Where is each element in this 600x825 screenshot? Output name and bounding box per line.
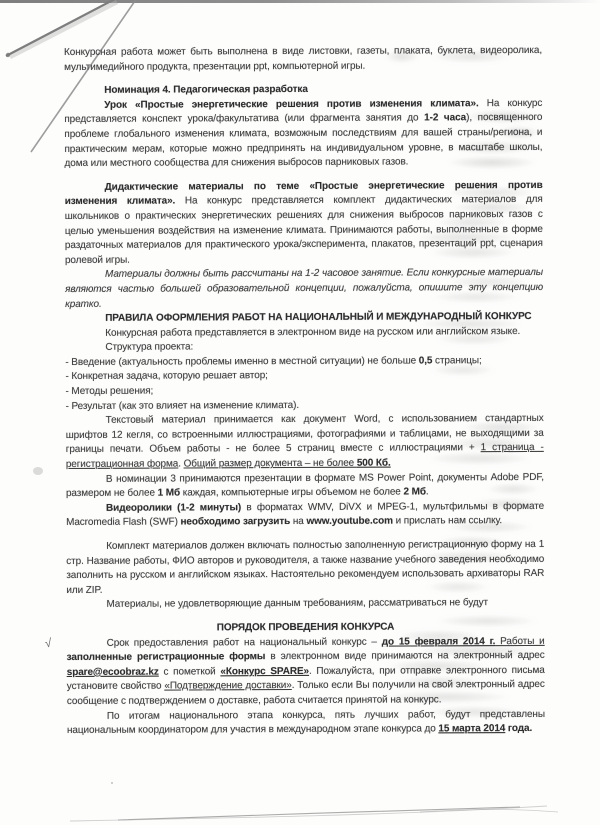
- paragraph-electronic-form: [65, 325, 543, 342]
- text-run: . Только если Вы получили на свой электронный адрес сообщение с подтверждением о доставке, работа считается принятой на конкурс.: [66, 679, 545, 707]
- text-run: На конкурс представляется конспект урока/факультатива (или фрагмента занятия до: [64, 97, 543, 126]
- text-run: Общий размер документа – не более: [183, 457, 357, 470]
- paragraph-text-material: [66, 412, 544, 472]
- text-run: В номинации 3 принимаются презентации в формате MS Power Point, документы Adobe PDF, размером не более: [65, 471, 544, 500]
- text-run: Структура проекта:: [105, 341, 194, 354]
- text-run: 500 Кб.: [356, 457, 391, 469]
- text-run: spare@ecoobraz.kz: [66, 666, 159, 678]
- margin-checkmark: √: [44, 635, 53, 651]
- paragraph-didactic: [65, 179, 543, 269]
- text-run: ПОРЯДОК ПРОВЕДЕНИЯ КОНКУРСА: [216, 621, 395, 634]
- text-run: 1 страница - регистрационная форма: [65, 442, 544, 471]
- text-run: - Методы решения;: [65, 385, 154, 398]
- text-run: - Результат (как это влияет на изменение климата).: [65, 399, 300, 412]
- text-run: - Введение (актуальность проблемы именно в местной ситуации) не больше: [65, 355, 419, 368]
- text-run: . Пожалуйста, при отправке электронного письма установите свойство: [66, 664, 545, 693]
- paragraph-deadline: [67, 634, 545, 709]
- text-run: года.: [505, 723, 533, 735]
- text-run: Конкурсная работа может быть выполнена в виде листовки, газеты, плаката, буклета, видеоролика, мультимедийного продукта, презентации ppt, компьютерной игры.: [64, 44, 543, 73]
- text-run: «Конкурс SPARE»: [220, 665, 310, 678]
- text-run: Комплект материалов должен включать полностью заполненную регистрационную форму на 1 стр. Название работы, ФИО авторов и руководителя, а также название учебного заведения необходимо заполнить на русском и английском языках. Настоятельно рекомендуем использовать архиваторы RAR или ZIP.: [66, 538, 545, 596]
- text-run: до 15 февраля 2014 г.: [381, 635, 496, 648]
- text-run: Видеоролики (1-2 минуты): [105, 502, 242, 514]
- paragraph-international-stage: [67, 707, 545, 738]
- text-run: - Конкретная задача, которую решает автор;: [65, 370, 268, 383]
- text-run: На конкурс представляется комплект дидактических материалов для школьников о практических энергетических решениях для снижения выбросов парниковых газов с целью уменьшения воздействия на изменение климата. Принимаются работы, выполненные в форме раздаточных материалов для практического урока/эксперимента, плакатов, презентаций ppt, сценария ролевой игры.: [64, 194, 543, 266]
- text-run: Материалы должны быть рассчитаны на 1-2 часовое занятие. Если конкурсные материалы являются частью большей образовательной концепции, пожалуйста, опишите эту концепцию кратко.: [65, 267, 544, 310]
- paragraph-video: [66, 500, 544, 531]
- text-run: 15 марта 2014: [438, 723, 506, 735]
- text-run: 1 Мб: [157, 487, 181, 499]
- text-run: заполненные регистрационные формы: [66, 651, 266, 664]
- text-run: Конкурсная работа представляется в электронном виде на русском или английском языке.: [105, 325, 521, 339]
- text-run: на: [290, 516, 307, 528]
- text-run: Дидактические материалы по теме «Простые энергетические решения против изменения климата».: [64, 179, 543, 208]
- scan-top-edge: [0, 0, 600, 3]
- bottom-page-edge-2: [70, 806, 547, 821]
- text-run: Номинация 4. Педагогическая разработка: [104, 84, 308, 97]
- text-run: Материалы, не удовлетворяющие данным требованиям, рассматриваться не будут: [106, 597, 489, 611]
- text-run: страницы;: [432, 355, 482, 367]
- list-item-introduction: [65, 354, 543, 371]
- text-run: .: [425, 486, 429, 498]
- text-run: По итогам национального этапа конкурса, пять лучших работ, будут представлены национальным координатором для участия в международном этапе конкурса до: [66, 708, 545, 737]
- text-run: с пометкой: [158, 666, 221, 678]
- text-run: в форматах WMV, DiVX и MPEG-1, мультфильмы в формате Macromedia Flash (SWF): [66, 500, 545, 529]
- text-run: Текстовый материал принимается как документ Word, с использованием стандартных шрифтов 12 кегля, со встроенными иллюстрациями, фотографиями и таблицами, не выходящими за границы печати. Объем работы - не более 5 страниц вместе с иллюстрациями +: [65, 413, 544, 456]
- text-run: «Подтверждение доставки»: [164, 680, 292, 692]
- paragraph-lesson: [64, 97, 542, 172]
- text-run: 2 Мб: [403, 486, 426, 498]
- text-run: Срок предоставления работ на национальный конкурс –: [106, 636, 382, 649]
- text-run: 1-2 часа: [424, 112, 467, 124]
- text-run: 0,5: [418, 355, 433, 367]
- text-run: ), посвященного проблеме глобального изменения климата, возможным последствиям для вашей страны/региона, и практическим мерам, которые можно предпринять на индивидуальном уровне, в масштабе школы, дома или местного сообщества для снижения выбросов парниковых газов.: [64, 112, 543, 170]
- paragraph-nomination3-formats: [66, 471, 544, 502]
- heading-rules: [65, 310, 543, 327]
- text-run: и прислать нам ссылку.: [392, 515, 503, 527]
- text-run: каждая, компьютерные игры объемом не более: [180, 486, 404, 499]
- text-run: необходимо загрузить: [180, 516, 291, 528]
- corner-knot: [6, 53, 10, 57]
- paragraph-rejection: [66, 596, 544, 613]
- text-layer: [64, 44, 545, 739]
- paragraph-registration: [66, 538, 544, 598]
- bottom-page-edge-1: [118, 807, 520, 820]
- margin-smudge: [33, 467, 43, 475]
- text-run: www.youtube.com: [306, 515, 393, 528]
- speck: [111, 782, 113, 784]
- text-run: Урок «Простые энергетические решения против изменения климата».: [104, 97, 487, 111]
- text-run: в электронном виде принимаются на электронный адрес: [265, 650, 545, 663]
- text-run: ПРАВИЛА ОФОРМЛЕНИЯ РАБОТ НА НАЦИОНАЛЬНЫЙ И МЕЖДУНАРОДНЫЙ КОНКУРС: [105, 311, 532, 324]
- bottom-page-edge-3: [420, 809, 558, 812]
- text-run: Работы и: [495, 635, 545, 647]
- paragraph-formats: [64, 44, 542, 75]
- text-run: .: [178, 458, 184, 470]
- paragraph-materials-note: [65, 266, 543, 312]
